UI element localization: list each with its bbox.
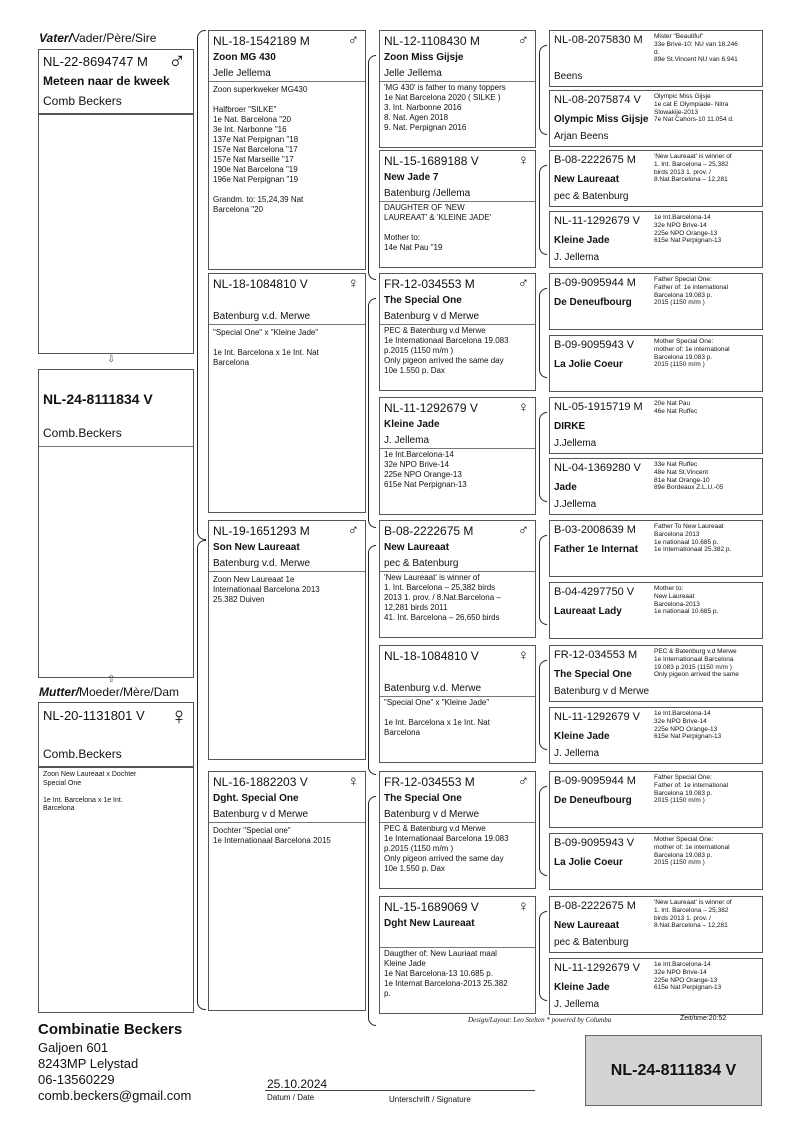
divider: [380, 571, 535, 572]
ring-number-box-text: NL-24-8111834 V: [610, 1062, 737, 1079]
dam-info: Zoon New Laureaat x Dochter Special One 1e Int. Barcelona x 1e Int. Barcelona: [43, 771, 137, 812]
divider: [209, 822, 365, 823]
male-icon: ♂: [517, 522, 529, 539]
subject-ring: NL-24-8111834 V: [43, 391, 153, 407]
ring-number: FR-12-034553 M: [384, 277, 475, 291]
pigeon-name: New Jade 7: [384, 172, 439, 183]
ring-number: B-08-2222675 M: [384, 524, 474, 538]
subject-owner: Comb.Beckers: [43, 426, 122, 440]
pigeon-info: Daugther of: New Lauriaat maal Kleine Jade 1e Nat Barcelona-13 10.685 p. 1e Internat Barcelona-2013 25.382 p.: [384, 949, 508, 998]
pigeon-name: Father 1e Internat: [554, 544, 638, 555]
gen4-card[interactable]: [549, 707, 763, 764]
gen4-card[interactable]: [549, 273, 763, 330]
owner-name: Batenburg v.d. Merwe: [213, 558, 311, 569]
male-icon: ♂: [168, 48, 186, 75]
male-icon: ♂: [517, 275, 529, 292]
gen2-card[interactable]: [208, 273, 366, 513]
sire-owner: Comb Beckers: [43, 94, 122, 108]
brace: [539, 535, 547, 625]
ring-number-box: [585, 1035, 762, 1106]
gen4-card[interactable]: [549, 833, 763, 890]
owner-name: J.Jellema: [554, 499, 597, 510]
dam-card[interactable]: [38, 702, 194, 767]
owner-name: Jelle Jellema: [213, 68, 271, 79]
sire-card[interactable]: [38, 49, 194, 114]
pigeon-info: 1e Int.Barcelona-14 32e NPO Brive-14 225e NPO Orange-13 615e Nat Perpignan-13: [654, 710, 722, 741]
gen4-card[interactable]: [549, 958, 763, 1015]
ring-number: B-09-9095944 M: [554, 277, 636, 289]
signature-line: [265, 1090, 535, 1091]
brace: [368, 55, 376, 280]
pigeon-info: Olympic Miss Gijsje 1e cat E Olympiade- Nitra Slowakije-2013 7e Nat Cahors-10 11.054 d.: [654, 93, 734, 124]
pigeon-info: 'MG 430' is father to many toppers 1e Nat Barcelona 2020 ( SILKE ) 3. Int. Narbonne 2016 8. Nat. Agen 2018 9. Nat. Perpignan 2016: [384, 83, 506, 132]
pigeon-info: 20e Nat Pau 46e Nat Ruffec: [654, 400, 698, 415]
owner-name: Beens: [554, 71, 583, 82]
footer-date: 25.10.2024: [267, 1077, 328, 1091]
pigeon-info: 'New Laureaat' is winner of 1. Int. Barcelona – 25,382 birds 2013 1. prov. / 8.Nat.Barcelona – 12,281 birds 2011 41. Int. Barcelona – 26,650 birds: [384, 573, 501, 622]
female-icon: ♀: [170, 703, 188, 730]
pigeon-name: Laureaat Lady: [554, 606, 622, 617]
gen4-card[interactable]: [549, 335, 763, 392]
ring-number: NL-11-1292679 V: [384, 401, 478, 415]
gen3-card[interactable]: [379, 645, 536, 763]
gen4-card[interactable]: [549, 771, 763, 828]
pigeon-info: 'New Laureaat' is winner of 1. Int. Barcelona – 25,382 birds 2013 1. prov. / 8.Nat.Barcelona – 12,281: [654, 153, 732, 184]
pigeon-name: The Special One: [384, 793, 462, 804]
pigeon-info: "Special One" x "Kleine Jade" 1e Int. Barcelona x 1e Int. Nat Barcelona: [384, 698, 490, 737]
footer-time: Zeit/time:20:52: [680, 1015, 727, 1022]
pigeon-info: PEC & Batenburg v.d Merwe 1e Internationaal Barcelona 19.083 p.2015 (1150 m/m ) Only pigeon arrived the same day 10e 1.550 p. Dax: [384, 326, 509, 375]
ring-number: NL-11-1292679 V: [554, 962, 641, 974]
gen2-card[interactable]: [208, 771, 366, 1011]
divider: [209, 81, 365, 82]
divider: [380, 81, 535, 82]
gen4-card[interactable]: [549, 30, 763, 87]
brace: [539, 45, 547, 135]
gen4-card[interactable]: [549, 150, 763, 207]
brace-sire: [197, 30, 206, 540]
female-icon: ♀: [517, 647, 529, 664]
ring-number: B-08-2222675 M: [554, 154, 636, 166]
gen4-card[interactable]: [549, 90, 763, 147]
pigeon-name: DIRKE: [554, 421, 586, 432]
ring-number: B-08-2222675 M: [554, 900, 636, 912]
divider: [209, 571, 365, 572]
owner-name: Batenburg v.d. Merwe: [384, 683, 482, 694]
dam-notes-box: [38, 767, 194, 1013]
ring-number: NL-08-2075830 M: [554, 34, 643, 46]
pigeon-info: "Special One" x "Kleine Jade" 1e Int. Barcelona x 1e Int. Nat Barcelona: [213, 328, 319, 367]
footer-street: Galjoen 601: [38, 1040, 109, 1055]
divider: [380, 822, 535, 823]
female-icon: ♀: [517, 399, 529, 416]
pigeon-info: 1e Int.Barcelona-14 32e NPO Brive-14 225e NPO Orange-13 615e Nat Perpignan-13: [654, 214, 722, 245]
ring-number: NL-05-1915719 M: [554, 401, 643, 413]
gen4-card[interactable]: [549, 397, 763, 454]
ring-number: NL-16-1882203 V: [213, 775, 308, 789]
dam-owner: Comb.Beckers: [43, 747, 122, 761]
gen3-card[interactable]: [379, 150, 536, 268]
pigeon-info: PEC & Batenburg v.d Merwe 1e Internationaal Barcelona 19.083 p.2015 (1150 m/m ) Only pigeon arrived the same day 10e 1.550 p. Dax: [384, 824, 509, 873]
pigeon-name: New Laureaat: [554, 920, 620, 931]
pigeon-info: 33e Nat Ruffec 48e Nat St.Vincent 81e Nat Orange-10 89e Bordeaux Z.L.U.-05: [654, 461, 724, 492]
pigeon-info: PEC & Batenburg v.d Merwe 1e Internationaal Barcelona 19.083 p.2015 (1150 m/m ) Only pigeon arrived the same: [654, 648, 739, 679]
owner-name: J. Jellema: [554, 999, 600, 1010]
brace: [539, 412, 547, 502]
dam-header: Mutter/Moeder/Mère/Dam: [39, 685, 180, 699]
gen3-card[interactable]: [379, 771, 536, 889]
owner-name: Arjan Beens: [554, 131, 609, 142]
gen4-card[interactable]: [549, 645, 763, 702]
brace: [368, 298, 376, 528]
footer-org: Combinatie Beckers: [38, 1021, 183, 1038]
gen2-card[interactable]: [208, 30, 366, 270]
pigeon-name: Zoon MG 430: [213, 52, 276, 63]
gen3-card[interactable]: [379, 896, 536, 1014]
sire-header: Vater/Vader/Père/Sire: [39, 31, 157, 45]
pigeon-name: De Deneufbourg: [554, 795, 632, 806]
owner-name: Batenburg v.d. Merwe: [213, 311, 311, 322]
pigeon-name: The Special One: [384, 295, 462, 306]
pigeon-name: New Laureaat: [384, 542, 450, 553]
owner-name: Batenburg v d Merwe: [213, 809, 309, 820]
pigeon-info: 1e Int.Barcelona-14 32e NPO Brive-14 225e NPO Orange-13 615e Nat Perpignan-13: [384, 450, 467, 489]
pigeon-info: Dochter "Special one" 1e Internationaal Barcelona 2015: [213, 826, 331, 845]
gen3-card[interactable]: [379, 273, 536, 391]
pigeon-name: New Laureaat: [554, 174, 620, 185]
ring-number: NL-15-1689069 V: [384, 900, 479, 914]
pigeon-info: 1e Int.Barcelona-14 32e NPO Brive-14 225e NPO Orange-13 615e Nat Perpignan-13: [654, 961, 722, 992]
sire-name: Meteen naar de kweek: [43, 74, 170, 88]
male-icon: ♂: [347, 522, 359, 539]
gen4-card[interactable]: [549, 520, 763, 577]
gen4-card[interactable]: [549, 896, 763, 953]
owner-name: pec & Batenburg: [554, 191, 629, 202]
owner-name: J. Jellema: [384, 435, 430, 446]
female-icon: ♀: [347, 275, 359, 292]
ring-number: B-09-9095943 V: [554, 837, 635, 849]
arrow-up-icon: ⇧: [107, 674, 116, 685]
owner-name: J. Jellema: [554, 748, 600, 759]
ring-number: NL-18-1084810 V: [384, 649, 479, 663]
footer-credit: Design/Layout: Leo Stelten * powered by Columba: [468, 1016, 612, 1024]
dam-ring: NL-20-1131801 V: [43, 708, 145, 723]
ring-number: NL-19-1651293 M: [213, 524, 310, 538]
male-icon: ♂: [517, 32, 529, 49]
pigeon-name: Jade: [554, 482, 577, 493]
owner-name: J. Jellema: [554, 252, 600, 263]
brace: [539, 288, 547, 378]
gen3-card[interactable]: [379, 30, 536, 148]
ring-number: NL-15-1689188 V: [384, 154, 479, 168]
owner-name: pec & Batenburg: [554, 937, 629, 948]
divider: [209, 324, 365, 325]
female-icon: ♀: [517, 152, 529, 169]
pigeon-name: Dght New Laureaat: [384, 918, 475, 929]
pigeon-name: La Jolie Coeur: [554, 857, 623, 868]
gen4-card[interactable]: [549, 458, 763, 515]
divider: [380, 696, 535, 697]
ring-number: NL-18-1542189 M: [213, 34, 310, 48]
footer-city: 8243MP Lelystad: [38, 1056, 139, 1071]
footer-signature-label: Unterschrift / Signature: [389, 1095, 471, 1104]
owner-name: Batenburg v d Merwe: [384, 809, 480, 820]
owner-name: Batenburg v d Merwe: [554, 686, 650, 697]
ring-number: NL-08-2075874 V: [554, 94, 641, 106]
brace: [539, 911, 547, 1001]
owner-name: Batenburg /Jellema: [384, 188, 471, 199]
brace-dam: [197, 540, 206, 1010]
pigeon-name: La Jolie Coeur: [554, 359, 623, 370]
ring-number: NL-11-1292679 V: [554, 215, 641, 227]
footer-email: comb.beckers@gmail.com: [38, 1088, 192, 1103]
pigeon-info: Zoon superkweker MG430 Halfbroer "SILKE" 1e Nat. Barcelona "20 3e Int. Narbonne "16 137e Nat Perpignan "18 157e Nat Barcelona "17 157e Nat Marseille "17 190e Nat Barcelona "19 196e Nat Perpignan "19 Grandm. to: 15,24,39 Nat Barcelona "20: [213, 85, 308, 214]
ring-number: NL-11-1292679 V: [554, 711, 641, 723]
owner-name: Batenburg v d Merwe: [384, 311, 480, 322]
ring-number: B-03-2008639 M: [554, 524, 636, 536]
pigeon-info: 'New Laureaat' is winner of 1. Int. Barcelona – 25,382 birds 2013 1. prov. / 8.Nat.Barcelona – 12,281: [654, 899, 732, 930]
ring-number: NL-18-1084810 V: [213, 277, 308, 291]
pigeon-info: DAUGHTER OF 'NEW LAUREAAT' & 'KLEINE JADE' Mother to: 14e Nat Pau "19: [384, 203, 492, 252]
divider: [380, 947, 535, 948]
sire-notes-box: [38, 114, 194, 354]
pigeon-name: Kleine Jade: [384, 419, 440, 430]
footer-phone: 06-13560229: [38, 1072, 115, 1087]
pigeon-info: Zoon New Laureaat 1e Internationaal Barcelona 2013 25.382 Duiven: [213, 575, 320, 604]
owner-name: Jelle Jellema: [384, 68, 442, 79]
ring-number: B-09-9095943 V: [554, 339, 635, 351]
pigeon-name: De Deneufbourg: [554, 297, 632, 308]
male-icon: ♂: [517, 773, 529, 790]
pigeon-name: Son New Laureaat: [213, 542, 300, 553]
divider: [380, 201, 535, 202]
owner-name: pec & Batenburg: [384, 558, 459, 569]
gen4-card[interactable]: [549, 582, 763, 639]
brace: [539, 165, 547, 255]
divider: [380, 448, 535, 449]
pigeon-info: Mother Special One: mother of: 1e international Barcelona 19.083 p. 2015 (1150 m/m ): [654, 836, 730, 867]
owner-name: J.Jellema: [554, 438, 597, 449]
divider: [380, 324, 535, 325]
pigeon-info: Father Special One: Father of: 1e international Barcelona 19.083 p. 2015 (1150 m/m ): [654, 774, 729, 805]
subject-card[interactable]: [38, 369, 194, 678]
brace: [368, 796, 376, 1026]
gen3-card[interactable]: [379, 397, 536, 515]
pigeon-name: Kleine Jade: [554, 982, 610, 993]
ring-number: B-09-9095944 M: [554, 775, 636, 787]
female-icon: ♀: [347, 773, 359, 790]
pigeon-info: Mother to: New Laureaat Barcelona-2013 1e nationaal 10.685 p.: [654, 585, 719, 616]
pigeon-name: Zoon Miss Gijsje: [384, 52, 464, 63]
ring-number: FR-12-034553 M: [384, 775, 475, 789]
brace: [539, 786, 547, 876]
ring-number: FR-12-034553 M: [554, 649, 638, 661]
pigeon-name: The Special One: [554, 669, 632, 680]
pigeon-info: Father Special One: Father of: 1e international Barcelona 19.083 p. 2015 (1150 m/m ): [654, 276, 729, 307]
pigeon-name: Kleine Jade: [554, 235, 610, 246]
pigeon-info: Mister "Beautiful" 33e Brive-10: NU van 18.246 d. 89e St.Vincent NU van 6.941: [654, 33, 738, 64]
pigeon-name: Dght. Special One: [213, 793, 299, 804]
ring-number: NL-04-1369280 V: [554, 462, 641, 474]
sire-ring: NL-22-8694747 M: [43, 54, 148, 69]
footer-date-label: Datum / Date: [267, 1093, 315, 1102]
brace: [539, 660, 547, 750]
brace: [368, 545, 376, 775]
ring-number: B-04-4297750 V: [554, 586, 635, 598]
male-icon: ♂: [347, 32, 359, 49]
pigeon-info: Mother Special One: mother of: 1e international Barcelona 19.083 p. 2015 (1150 m/m ): [654, 338, 730, 369]
pigeon-name: Kleine Jade: [554, 731, 610, 742]
ring-number: NL-12-1108430 M: [384, 34, 480, 48]
arrow-down-icon: ⇩: [107, 354, 116, 365]
gen4-card[interactable]: [549, 211, 763, 268]
gen3-card[interactable]: [379, 520, 536, 638]
pigeon-info: Father To New Laureaat Barcelona 2013 1e nationaal 10.685 p. 1e Internationaal 25.382 p.: [654, 523, 732, 554]
female-icon: ♀: [517, 898, 529, 915]
gen2-card[interactable]: [208, 520, 366, 760]
pigeon-name: Olympic Miss Gijsje: [554, 114, 649, 125]
